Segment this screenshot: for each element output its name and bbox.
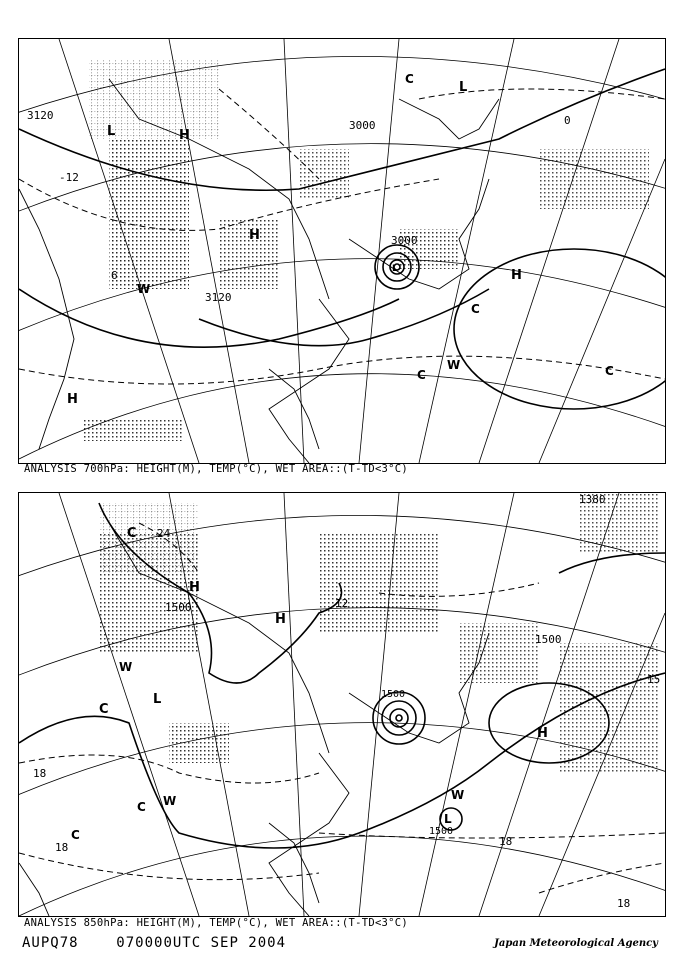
system-marker: H: [511, 268, 522, 283]
system-marker: C: [71, 828, 80, 842]
map-700hpa-graphic: [19, 39, 665, 463]
temp-label: 24: [157, 527, 171, 540]
height-label: 1500: [381, 689, 406, 700]
height-label: 15: [647, 673, 661, 686]
system-marker: C: [99, 702, 109, 717]
system-marker: W: [137, 282, 151, 296]
height-label: 1380: [579, 493, 606, 506]
chart-timestamp: 070000UTC SEP 2004: [116, 935, 287, 951]
temp-label: 18: [33, 767, 47, 780]
height-label: 3000: [349, 119, 376, 132]
height-label: 3120: [205, 291, 232, 304]
temp-label: 0: [564, 114, 571, 127]
chart-footer: [22, 935, 286, 951]
height-label: 1500: [429, 826, 454, 837]
agency-credit: Japan Meteorological Agency: [494, 938, 658, 949]
system-marker: L: [153, 692, 162, 707]
system-marker: H: [275, 612, 286, 627]
system-marker: W: [451, 788, 465, 802]
map-panel-850hpa: [18, 492, 666, 917]
system-marker: W: [163, 794, 177, 808]
temp-label: 6: [111, 269, 118, 282]
height-label: 3000: [391, 234, 418, 247]
temp-label: 18: [499, 835, 513, 848]
temp-label: 18: [55, 841, 69, 854]
system-marker: L: [459, 80, 468, 95]
caption-850hpa: ANALYSIS 850hPa: HEIGHT(M), TEMP(°C), WET AREA::(T-TD<3°C): [24, 917, 409, 929]
map-panel-700hpa: [18, 38, 666, 464]
system-marker: C: [471, 302, 480, 316]
system-marker: L: [444, 812, 452, 826]
temp-label: -12: [59, 171, 79, 184]
chart-id: AUPQ78: [22, 935, 79, 951]
temp-label: 12: [335, 597, 349, 610]
system-marker: H: [249, 228, 260, 243]
system-marker: L: [392, 264, 398, 274]
caption-700hpa: ANALYSIS 700hPa: HEIGHT(M), TEMP(°C), WET AREA::(T-TD<3°C): [24, 463, 409, 475]
height-label: 3120: [27, 109, 54, 122]
system-marker: C: [127, 526, 137, 541]
height-label: 1500: [535, 633, 562, 646]
system-marker: W: [119, 660, 133, 674]
map-850hpa-graphic: [19, 493, 665, 916]
system-marker: L: [107, 124, 116, 139]
wet-area-850: [99, 493, 659, 773]
system-marker: H: [67, 392, 78, 407]
system-marker: H: [189, 580, 200, 595]
system-marker: C: [137, 800, 146, 814]
system-marker: H: [179, 128, 190, 143]
system-marker: C: [417, 368, 426, 382]
system-marker: H: [537, 726, 548, 741]
system-marker: W: [447, 358, 461, 372]
system-marker: C: [605, 364, 614, 378]
height-label: 1500: [165, 601, 192, 614]
system-marker: C: [405, 72, 414, 86]
temp-label: 18: [617, 897, 631, 910]
